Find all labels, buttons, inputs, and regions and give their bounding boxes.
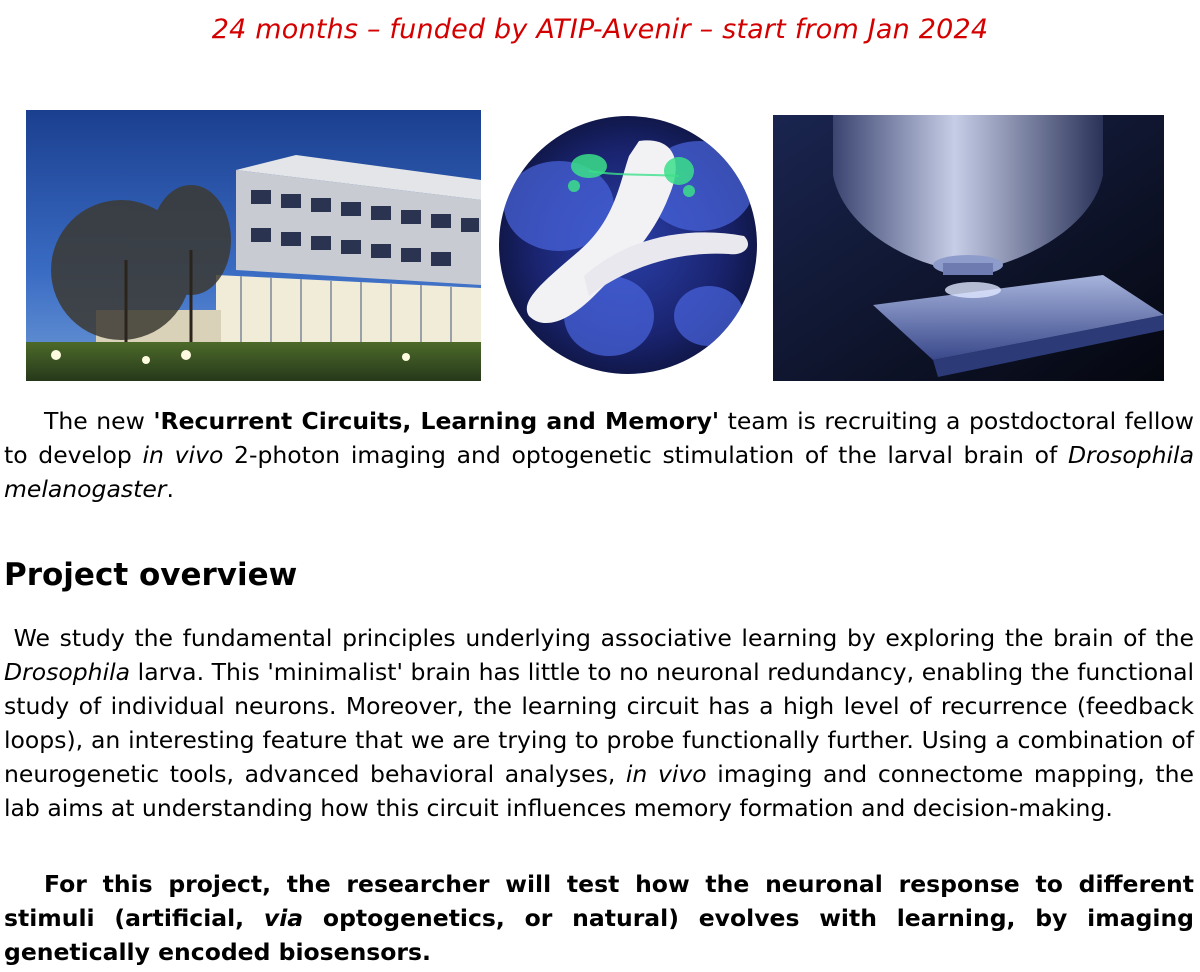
overview-paragraph — [4, 621, 1194, 825]
in-vivo-term: in vivo — [142, 441, 224, 469]
species-name: Drosophila melanogaster — [4, 441, 1194, 503]
institute-building-photo — [26, 110, 481, 381]
intro-text: team is recruiting a postdoctoral fellow to develop — [4, 407, 1194, 469]
position-subtitle: 24 months – funded by ATIP-Avenir – start from Jan 2024 — [211, 14, 989, 45]
team-name: 'Recurrent Circuits, Learning and Memory' — [153, 407, 720, 435]
overview-text: larva. This 'minimalist' brain has little to no neuronal redundancy, enabling the functional study of individual neurons. Moreover, the learning circuit has a high level of recurrence (feedback loops), an interesting feature that we are trying to probe functionally further. Using a combination of neurogenetic tools, advanced behavioral analyses, — [4, 658, 1194, 788]
intro-text: The new — [44, 407, 154, 435]
project-paragraph — [4, 867, 1194, 969]
project-text: For this project, the researcher will test how the neuronal response to different stimuli (artificial, — [4, 870, 1194, 932]
via-term: via — [263, 904, 304, 932]
project-text: optogenetics, or natural) evolves with learning, by imaging genetically encoded biosensors. — [4, 904, 1194, 966]
in-vivo-term: in vivo — [625, 760, 707, 788]
intro-paragraph — [4, 404, 1194, 506]
section-heading: Project overview — [4, 557, 298, 593]
microscope-objective-photo — [773, 115, 1164, 381]
overview-text: imaging and connectome mapping, the lab aims at understanding how this circuit influences memory formation and decision-making. — [4, 760, 1194, 822]
intro-text: . — [166, 475, 174, 503]
drosophila-term: Drosophila — [4, 658, 131, 686]
overview-text: We study the fundamental principles underlying associative learning by exploring the brain of the — [13, 624, 1194, 652]
intro-text: 2-photon imaging and optogenetic stimulation of the larval brain of — [223, 441, 1068, 469]
larval-brain-fluorescence-image — [499, 116, 757, 374]
